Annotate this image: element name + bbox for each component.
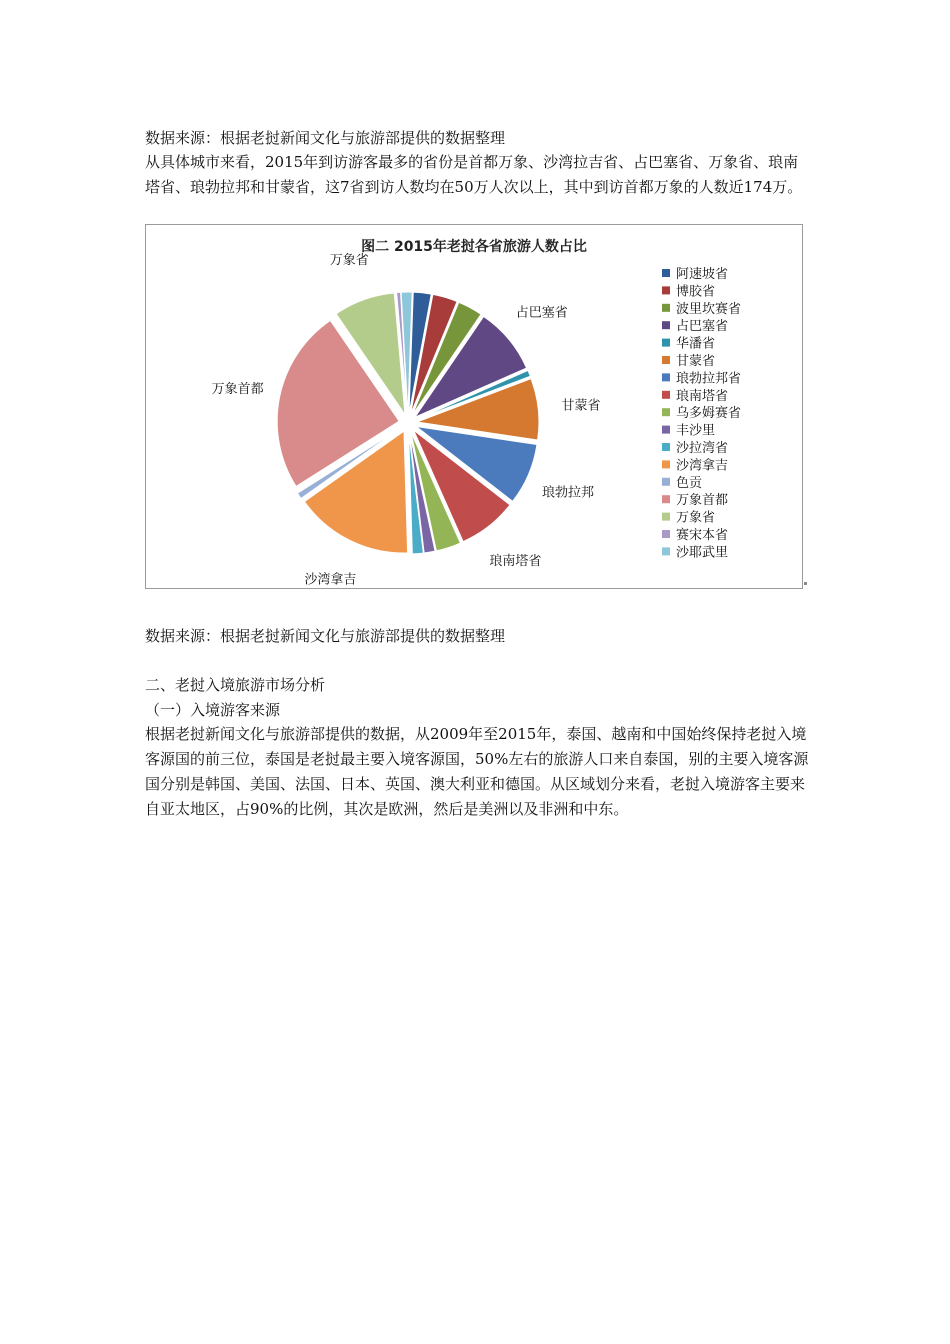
legend-label-13: 色贡 xyxy=(676,475,703,491)
legend-label-9: 乌多姆赛省 xyxy=(676,406,742,422)
legend-swatch-4 xyxy=(662,321,670,329)
legend-swatch-3 xyxy=(662,304,670,312)
slice-label-5: 琅勃拉邦 xyxy=(541,485,594,501)
slice-label-1: 万象省 xyxy=(329,253,369,269)
legend-label-8: 琅南塔省 xyxy=(676,388,729,404)
legend-swatch-6 xyxy=(662,356,670,364)
legend-swatch-14 xyxy=(662,495,670,503)
legend-swatch-9 xyxy=(662,408,670,416)
legend-label-11: 沙拉湾省 xyxy=(676,441,729,456)
legend-swatch-15 xyxy=(662,513,670,521)
legend-label-4: 占巴塞省 xyxy=(676,319,729,335)
legend-swatch-7 xyxy=(662,373,670,381)
slice-label-7: 沙湾拿吉 xyxy=(304,572,357,588)
legend-label-3: 波里坎赛省 xyxy=(676,301,742,317)
subsection-heading: （一）入境游客来源 xyxy=(145,701,281,719)
legend-swatch-12 xyxy=(662,460,670,468)
legend-label-14: 万象首都 xyxy=(676,493,729,509)
legend-swatch-5 xyxy=(662,339,670,347)
legend-label-6: 甘蒙省 xyxy=(676,354,716,369)
slice-label-6: 琅南塔省 xyxy=(489,553,542,569)
legend-swatch-17 xyxy=(662,547,670,555)
slice-label-3: 占巴塞省 xyxy=(515,305,568,321)
legend-swatch-13 xyxy=(662,478,670,486)
legend-swatch-10 xyxy=(662,426,670,434)
legend-label-1: 阿速坡省 xyxy=(676,267,729,282)
legend-label-17: 沙耶武里 xyxy=(676,545,729,561)
legend-swatch-2 xyxy=(662,286,670,294)
city-paragraph: 从具体城市来看，2015年到访游客最多的省份是首都万象、沙湾拉吉省、占巴塞省、万象省、琅南塔省、琅勃拉邦和甘蒙省，这7省到访人数均在50万人次以上，其中到访首都万象的人数近174万。 xyxy=(145,153,803,196)
legend-swatch-11 xyxy=(662,443,670,451)
legend-label-16: 赛宋本省 xyxy=(676,528,729,543)
legend-swatch-16 xyxy=(662,530,670,538)
legend-label-12: 沙湾拿吉 xyxy=(676,458,729,474)
legend-swatch-1 xyxy=(662,269,670,277)
section-heading: 二、老挝入境旅游市场分析 xyxy=(145,676,326,694)
chart-resize-handle xyxy=(804,582,807,585)
pie-chart-figure xyxy=(145,224,803,589)
chart-title: 图二 2015年老挝各省旅游人数占比 xyxy=(361,239,587,255)
legend-swatch-8 xyxy=(662,391,670,399)
slice-label-4: 甘蒙省 xyxy=(561,398,601,414)
source-note-2: 数据来源：根据老挝新闻文化与旅游部提供的数据整理 xyxy=(145,627,506,645)
legend-label-15: 万象省 xyxy=(676,510,716,526)
source-note-1: 数据来源：根据老挝新闻文化与旅游部提供的数据整理 xyxy=(145,129,506,147)
legend-label-10: 丰沙里 xyxy=(676,423,716,439)
slice-label-2: 万象首都 xyxy=(211,381,264,397)
pie-chart xyxy=(146,225,802,588)
legend-label-7: 琅勃拉邦省 xyxy=(676,371,742,387)
legend-label-5: 华潘省 xyxy=(676,336,716,352)
legend-label-2: 博胶省 xyxy=(676,284,716,300)
source-country-paragraph: 根据老挝新闻文化与旅游部提供的数据，从2009年至2015年，泰国、越南和中国始终保持老挝入境客源国的前三位，泰国是老挝最主要入境客源国，50%左右的旅游人口来自泰国，别的主要入境客源国分别是韩国、美国、法国、日本、英国、澳大利亚和德国。从区域划分来看，老挝入境游客主要来自亚太地区，占90%的比例，其次是欧洲，然后是美洲以及非洲和中东。 xyxy=(145,725,809,818)
